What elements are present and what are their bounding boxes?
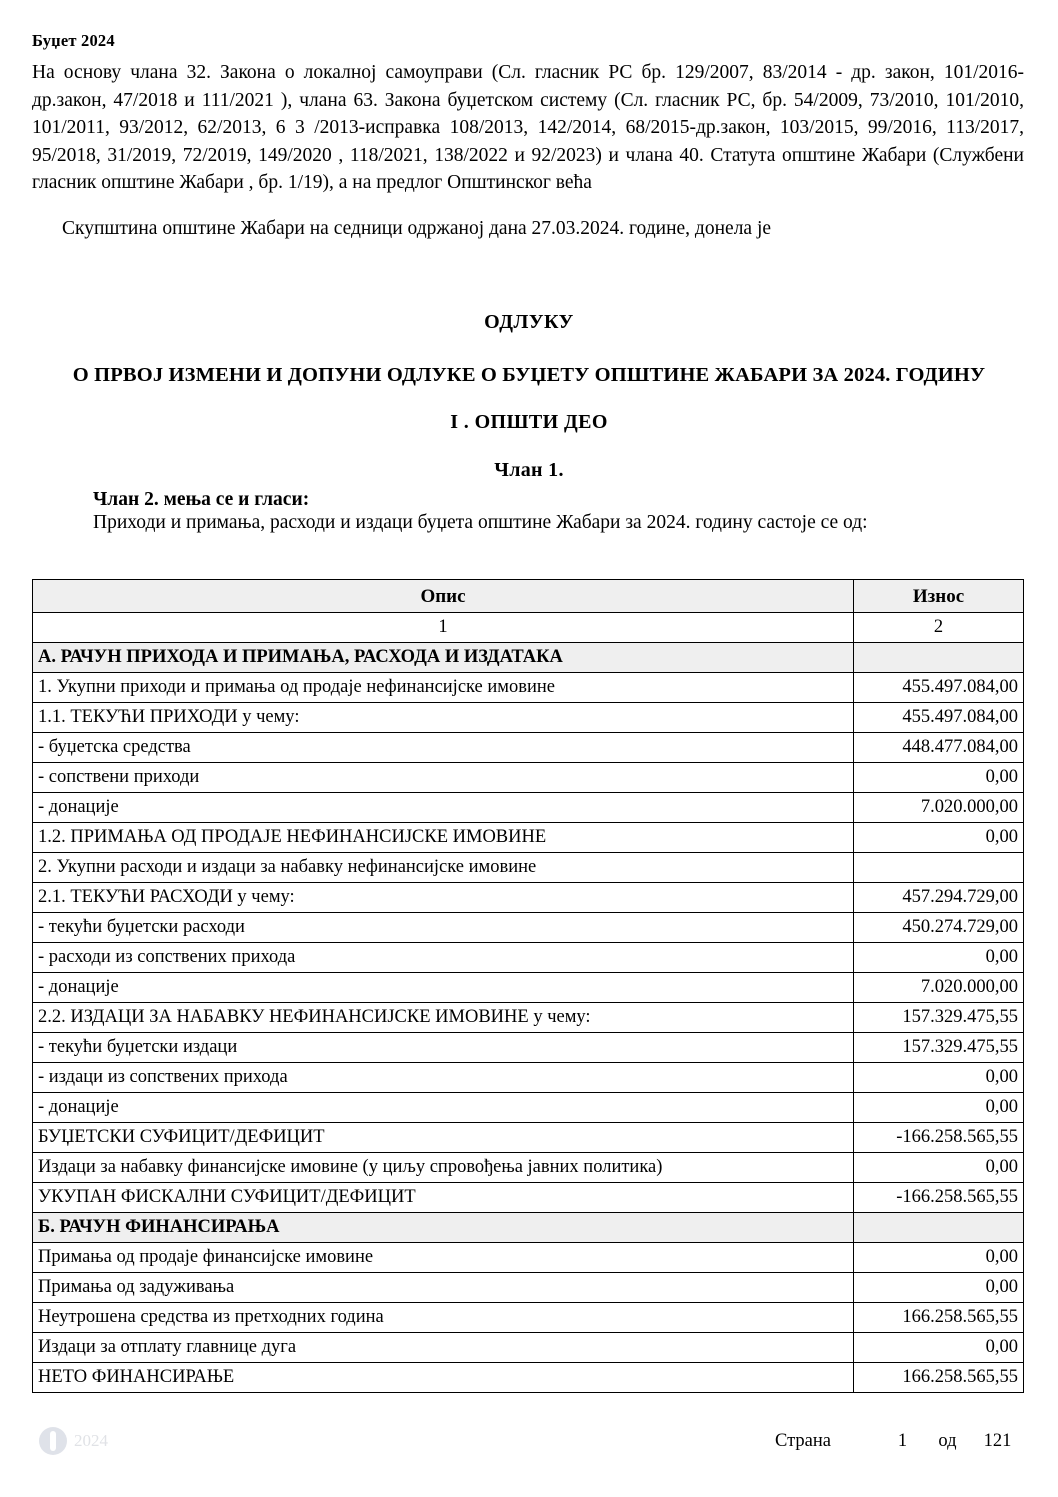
row-amount: 0,00 (854, 823, 1024, 853)
table-row (33, 673, 1024, 703)
assembly-session-line: Скупштина општине Жабари на седници одржаној дана 27.03.2024. године, донела је (62, 218, 772, 239)
footer-pagination (775, 1431, 1025, 1452)
row-amount: 448.477.084,00 (854, 733, 1024, 763)
table-row (33, 1123, 1024, 1153)
row-amount (854, 853, 1024, 883)
table-row (33, 1213, 1024, 1243)
table-row (33, 913, 1024, 943)
table-row (33, 883, 1024, 913)
seal-icon (39, 1427, 67, 1455)
budget-table (32, 579, 1024, 1393)
subheading-article-2: Члан 2. мења се и гласи: (93, 489, 310, 510)
row-description: 2.2. ИЗДАЦИ ЗА НАБАВКУ НЕФИНАНСИЈСКЕ ИМОВИНЕ у чему: (33, 1003, 854, 1033)
column-index-2: 2 (854, 613, 1024, 643)
table-header-row (33, 580, 1024, 613)
row-description: - донације (33, 973, 854, 1003)
row-amount (854, 1213, 1024, 1243)
page-label: Страна (775, 1431, 831, 1451)
table-row (33, 943, 1024, 973)
heading-odluku: ОДЛУКУ (484, 311, 574, 333)
budget-table-body (33, 643, 1024, 1393)
row-description: 1.2. ПРИМАЊА ОД ПРОДАЈЕ НЕФИНАНСИЈСКЕ ИМОВИНЕ (33, 823, 854, 853)
table-row (33, 823, 1024, 853)
table-index-row (33, 613, 1024, 643)
watermark-year: 2024 (74, 1431, 108, 1450)
row-amount: 157.329.475,55 (854, 1003, 1024, 1033)
row-description: БУЏЕТСКИ СУФИЦИТ/ДЕФИЦИТ (33, 1123, 854, 1153)
page-total: 121 (983, 1431, 1012, 1451)
budget-table-container (32, 579, 1023, 1393)
row-description: Б. РАЧУН ФИНАНСИРАЊА (33, 1213, 854, 1243)
row-amount: 0,00 (854, 1153, 1024, 1183)
document-header-label: Буџет 2024 (32, 31, 115, 50)
row-description: - текући буџетски издаци (33, 1033, 854, 1063)
row-amount (854, 643, 1024, 673)
table-row (33, 1153, 1024, 1183)
budget-table-head (33, 580, 1024, 643)
row-description: Издаци за отплату главнице дуга (33, 1333, 854, 1363)
table-row (33, 1303, 1024, 1333)
row-description: Издаци за набавку финансијске имовине (у циљу спровођења јавних политика) (33, 1153, 854, 1183)
row-description: 2. Укупни расходи и издаци за набавку нефинансијске имовине (33, 853, 854, 883)
table-row (33, 1363, 1024, 1393)
row-description: - текући буџетски расходи (33, 913, 854, 943)
row-description: - сопствени приходи (33, 763, 854, 793)
table-row (33, 973, 1024, 1003)
table-row (33, 1183, 1024, 1213)
row-amount: 0,00 (854, 1093, 1024, 1123)
heading-general-part: I . ОПШТИ ДЕО (450, 411, 608, 433)
table-row (33, 1063, 1024, 1093)
footer-watermark (39, 1427, 108, 1455)
table-row (33, 853, 1024, 883)
intro-paragraph: На основу члана 32. Закона о локалној самоуправи (Сл. гласник РС бр. 129/2007, 83/2014 - др. закон, 101/2016-др.закон, 47/2018 и 111/2021 ), члана 63. Закона буџетском систему (Сл. гласник РС, бр. 54/2009, 73/2010, 101/2010, 101/2011, 93/2012, 62/2013, 6 3 /2013-исправка 108/2013, 142/2014, 68/2015-др.закон, 103/2015, 99/2016, 113/2017, 95/2018, 31/2019, 72/2019, 149/2020 , 118/2021, 138/2022 и 92/2023) и члана 40. Статута општине Жабари (Службени гласник општине Жабари , бр. 1/19), а на предлог Општинског већа (32, 62, 1024, 193)
row-description: 2.1. ТЕКУЋИ РАСХОДИ у чему: (33, 883, 854, 913)
row-amount: -166.258.565,55 (854, 1183, 1024, 1213)
page-number: 1 (897, 1431, 908, 1451)
row-amount: 7.020.000,00 (854, 793, 1024, 823)
row-amount: 455.497.084,00 (854, 703, 1024, 733)
intro-paragraph-block (32, 59, 1024, 197)
row-description: УКУПАН ФИСКАЛНИ СУФИЦИТ/ДЕФИЦИТ (33, 1183, 854, 1213)
row-description: А. РАЧУН ПРИХОДА И ПРИМАЊА, РАСХОДА И ИЗДАТАКА (33, 643, 854, 673)
row-amount: 0,00 (854, 1063, 1024, 1093)
table-row (33, 643, 1024, 673)
row-description: - буџетска средства (33, 733, 854, 763)
column-index-1: 1 (33, 613, 854, 643)
row-description: - издаци из сопствених прихода (33, 1063, 854, 1093)
heading-decision-title: О ПРВОЈ ИЗМЕНИ И ДОПУНИ ОДЛУКЕ О БУЏЕТУ ОПШТИНЕ ЖАБАРИ ЗА 2024. ГОДИНУ (72, 364, 986, 386)
row-amount: 7.020.000,00 (854, 973, 1024, 1003)
row-amount: 166.258.565,55 (854, 1303, 1024, 1333)
row-amount: 450.274.729,00 (854, 913, 1024, 943)
row-amount: 157.329.475,55 (854, 1033, 1024, 1063)
column-header-description: Опис (33, 580, 854, 613)
table-row (33, 703, 1024, 733)
row-description: - донације (33, 793, 854, 823)
table-row (33, 1093, 1024, 1123)
row-description: НЕТО ФИНАНСИРАЊЕ (33, 1363, 854, 1393)
column-header-amount: Износ (854, 580, 1024, 613)
row-amount: 455.497.084,00 (854, 673, 1024, 703)
row-amount: 0,00 (854, 943, 1024, 973)
table-row (33, 1003, 1024, 1033)
row-amount: 457.294.729,00 (854, 883, 1024, 913)
row-amount: 0,00 (854, 1243, 1024, 1273)
heading-article-1: Члан 1. (494, 459, 564, 481)
row-description: 1. Укупни приходи и примања од продаје нефинансијске имовине (33, 673, 854, 703)
row-amount: -166.258.565,55 (854, 1123, 1024, 1153)
table-row (33, 1333, 1024, 1363)
row-description: Примања од продаје финансијске имовине (33, 1243, 854, 1273)
table-row (33, 733, 1024, 763)
row-amount: 166.258.565,55 (854, 1363, 1024, 1393)
page-of-label: од (938, 1431, 957, 1451)
table-row (33, 1243, 1024, 1273)
table-lead-in-text: Приходи и примања, расходи и издаци буџета општине Жабари за 2024. годину састоје се од: (93, 512, 868, 533)
table-row (33, 1273, 1024, 1303)
row-amount: 0,00 (854, 763, 1024, 793)
table-row (33, 1033, 1024, 1063)
row-amount: 0,00 (854, 1273, 1024, 1303)
row-description: - расходи из сопствених прихода (33, 943, 854, 973)
row-description: 1.1. ТЕКУЋИ ПРИХОДИ у чему: (33, 703, 854, 733)
row-description: Неутрошена средства из претходних година (33, 1303, 854, 1333)
row-description: Примања од задуживања (33, 1273, 854, 1303)
table-row (33, 793, 1024, 823)
row-amount: 0,00 (854, 1333, 1024, 1363)
row-description: - донације (33, 1093, 854, 1123)
table-row (33, 763, 1024, 793)
